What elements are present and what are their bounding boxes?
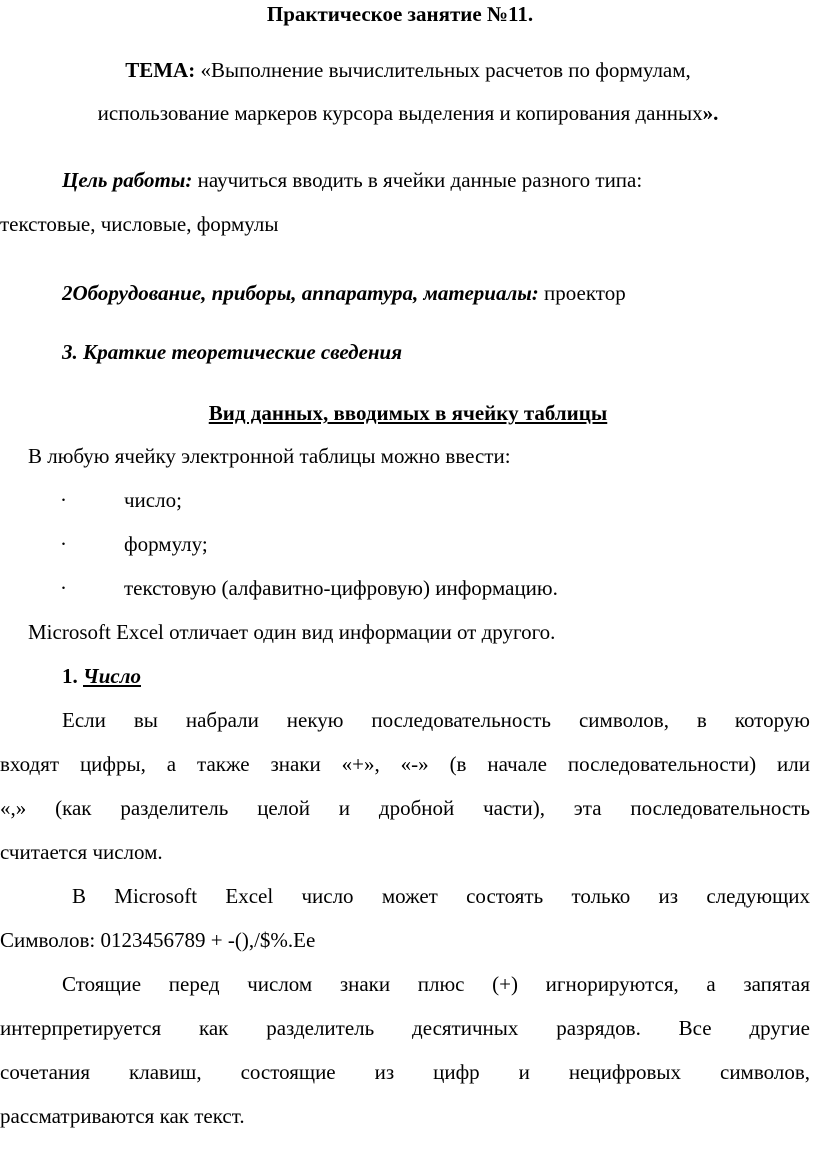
paragraph-line: В Microsoft Excel число может состоять только из следующих: [72, 884, 810, 908]
number-heading-num: 1.: [62, 664, 78, 688]
paragraph-line: Стоящие перед числом знаки плюс (+) игнорируются, а запятая: [62, 972, 810, 996]
topic-line-2: [0, 101, 816, 126]
bullet-icon: ·: [60, 488, 67, 512]
topic-text-1: «Выполнение вычислительных расчетов по формулам,: [195, 58, 691, 82]
equipment-line: [62, 281, 626, 306]
paragraph-line: считается числом.: [0, 840, 163, 864]
goal-text-1: научиться вводить в ячейки данные разного типа:: [192, 168, 643, 192]
page-title: Практическое занятие №11.: [266, 2, 534, 26]
topic-label: ТЕМА:: [125, 58, 196, 82]
equipment-label: 2Оборудование, приборы, аппаратура, материалы:: [62, 281, 539, 305]
goal-label: Цель работы:: [62, 168, 193, 192]
list-item-text: текстовую (алфавитно-цифровую) информацию.: [124, 576, 558, 600]
paragraph-line: «,» (как разделитель целой и дробной части), эта последовательность: [0, 796, 810, 820]
topic-line-1: [0, 58, 816, 83]
paragraph-line: Если вы набрали некую последовательность символов, в которую: [62, 708, 810, 732]
paragraph-line: рассматриваются как текст.: [0, 1104, 245, 1128]
bullet-icon: ·: [60, 576, 67, 600]
paragraph-line: Символов: 0123456789 + -(),/$%.Ee: [0, 928, 316, 952]
section-heading: Вид данных, вводимых в ячейку таблицы: [208, 401, 608, 425]
list-item-text: число;: [124, 488, 182, 512]
paragraph-line: сочетания клавиш, состоящие из цифр и нецифровых символов,: [0, 1060, 810, 1084]
list-item-text: формулу;: [124, 532, 208, 556]
topic-text-2: использование маркеров курсора выделения и копирования данных: [97, 101, 703, 125]
goal-line-1: [62, 168, 642, 193]
number-heading: [62, 664, 141, 689]
intro-text: В любую ячейку электронной таблицы можно ввести:: [28, 444, 511, 468]
paragraph-line: интерпретируется как разделитель десятичных разрядов. Все другие: [0, 1016, 810, 1040]
distinguish-text: Microsoft Excel отличает один вид информации от другого.: [28, 620, 556, 644]
goal-line-2: текстовые, числовые, формулы: [0, 212, 279, 236]
number-heading-title: Число: [83, 664, 141, 688]
equipment-value: проектор: [538, 281, 626, 305]
paragraph-line: входят цифры, а также знаки «+», «-» (в начале последовательности) или: [0, 752, 810, 776]
topic-text-end: ».: [702, 101, 719, 125]
bullet-icon: ·: [60, 532, 67, 556]
theory-heading: 3. Краткие теоретические сведения: [62, 340, 403, 364]
